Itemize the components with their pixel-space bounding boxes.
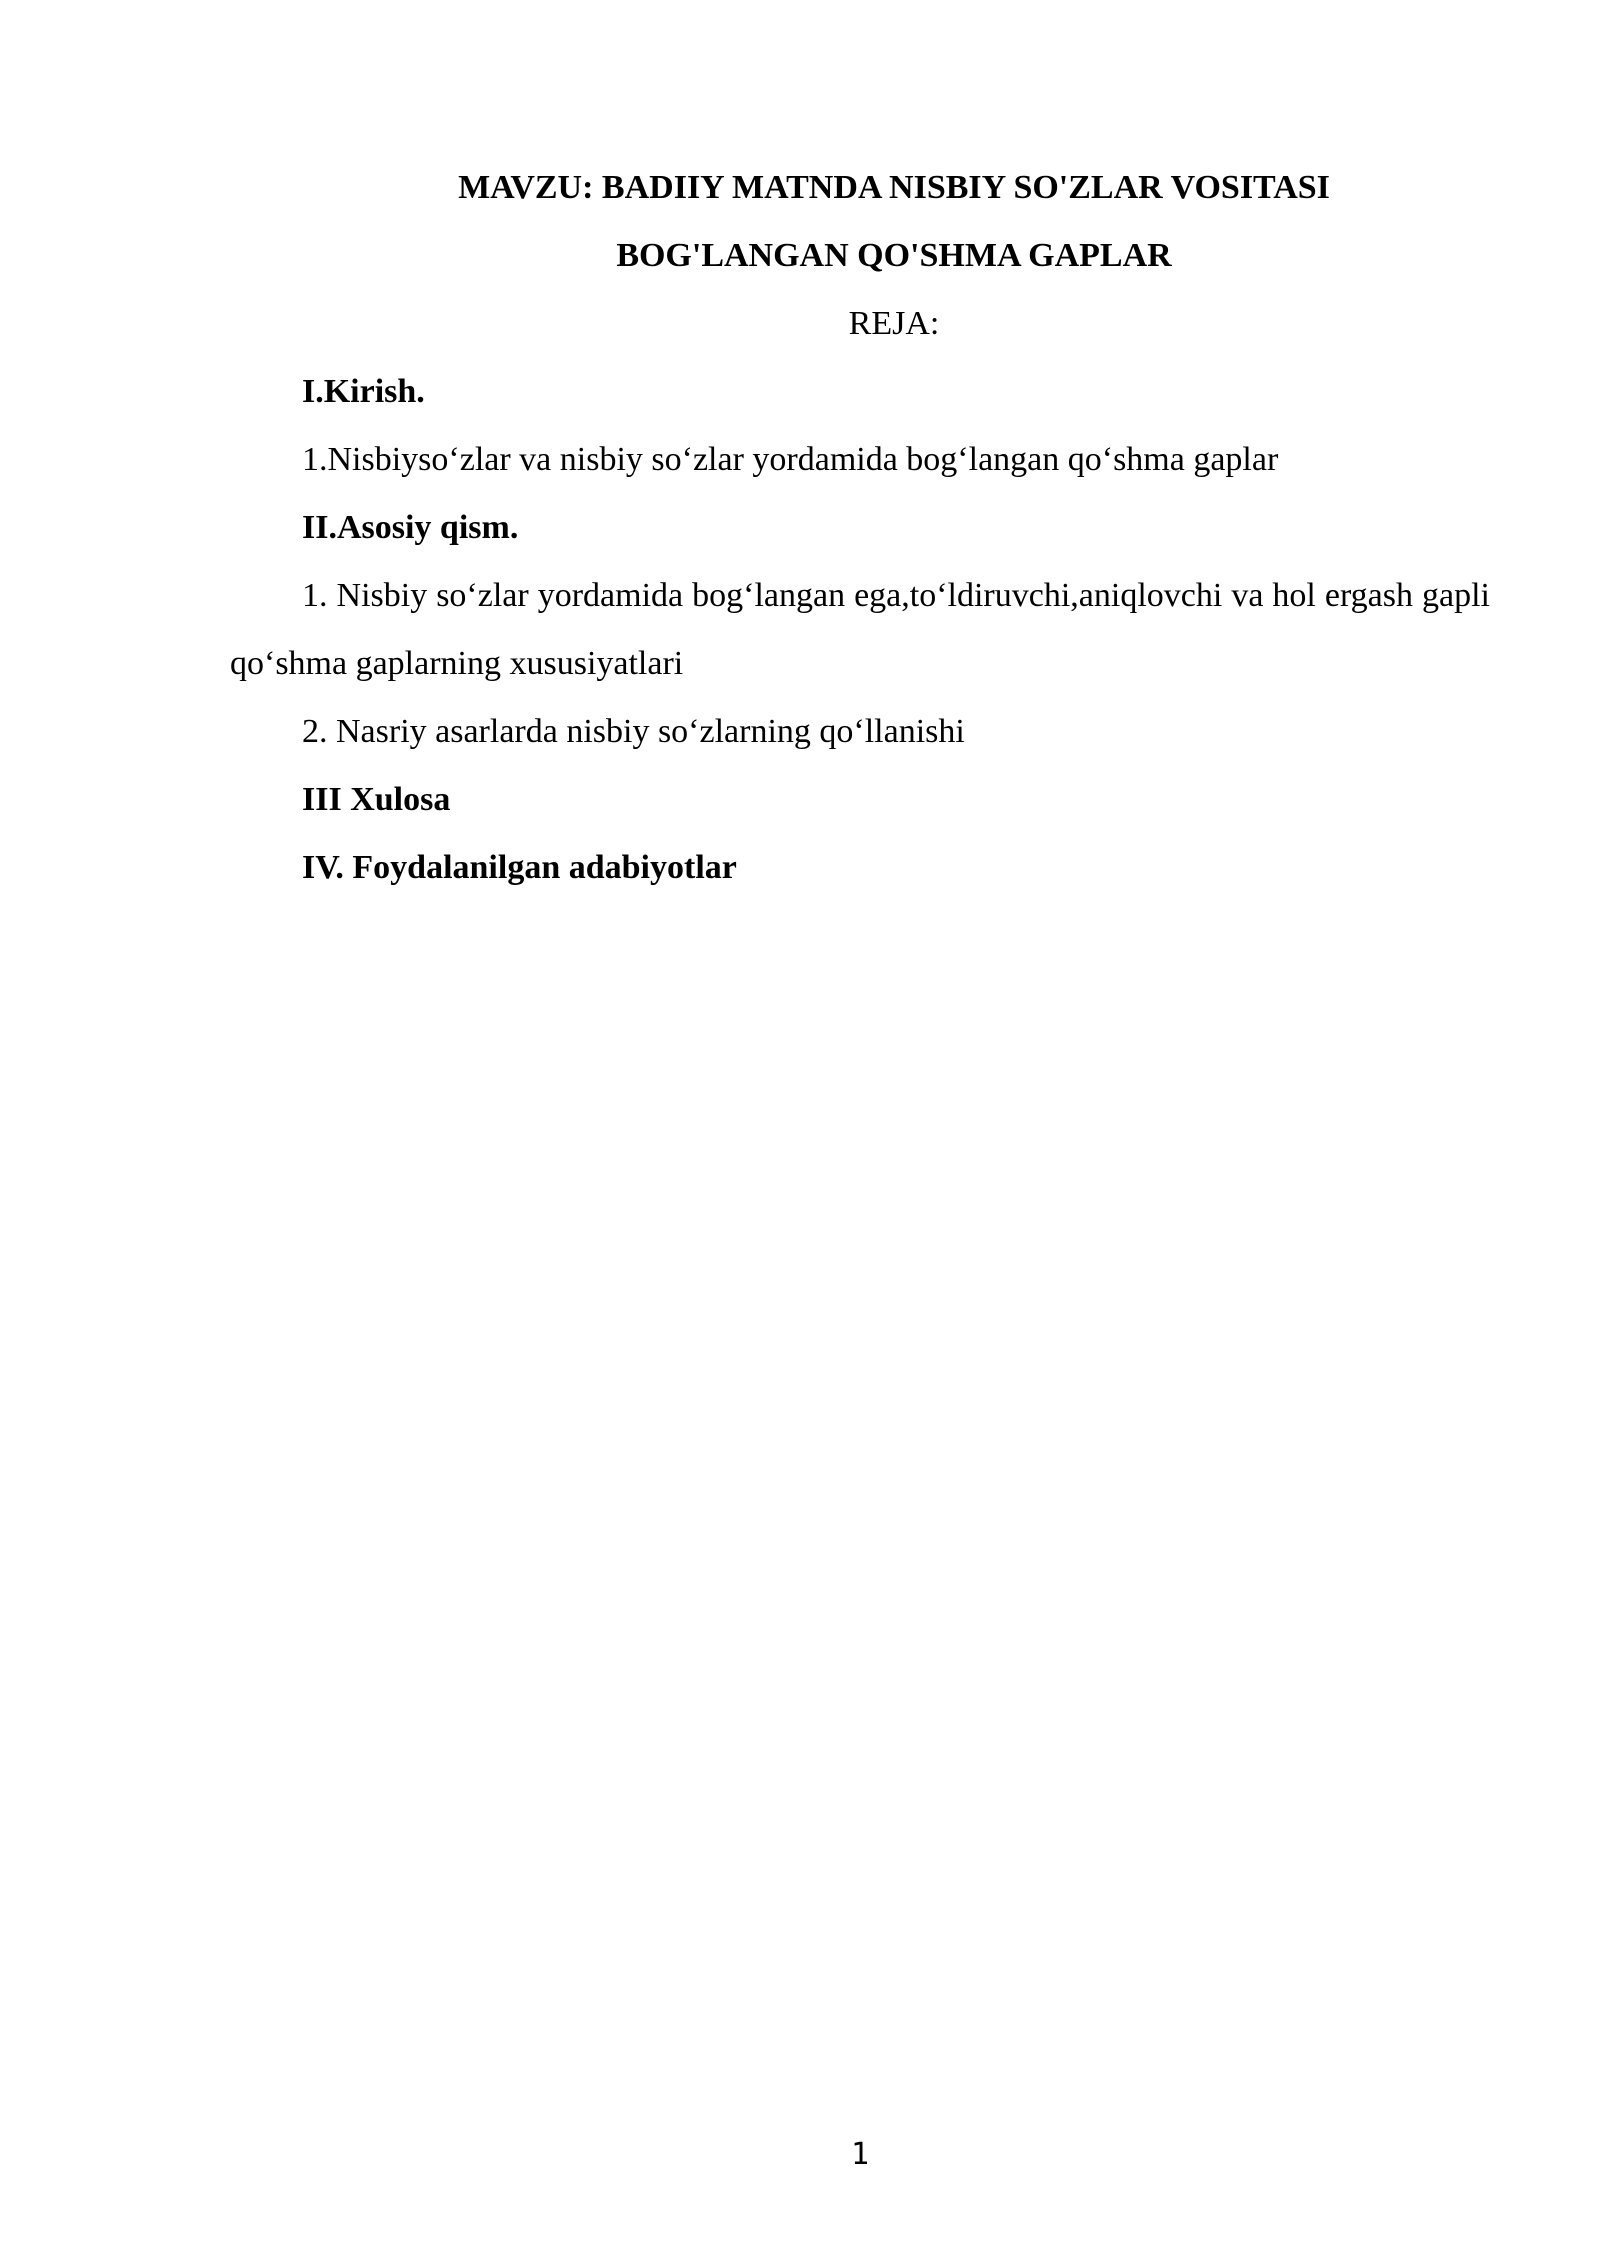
plan-heading: REJA: <box>848 305 940 342</box>
title-line-1: MAVZU: BADIIY MATNDA NISBIY SO'ZLAR VOSITASI <box>458 169 1330 206</box>
title-line-2: BOG'LANGAN QO'SHMA GAPLAR <box>616 237 1172 274</box>
plan-item-references: IV. Foydalanilgan adabiyotlar <box>302 849 737 886</box>
plan-item-main-part: II.Asosiy qism. <box>302 509 519 546</box>
plan-item-conclusion: III Xulosa <box>302 781 451 818</box>
plan-item-introduction: I.Kirish. <box>302 373 425 410</box>
plan-item-main-subitem-1: 1. Nisbiy so‘zlar yordamida bog‘langan ega,to‘ldiruvchi,aniqlovchi va hol ergash gapli qo‘shma gaplarning xususiyatlari <box>230 577 1490 682</box>
page-number: 1 <box>850 2137 870 2172</box>
plan-item-intro-subitem: 1.Nisbiyso‘zlar va nisbiy so‘zlar yordamida bog‘langan qo‘shma gaplar <box>302 441 1279 478</box>
document-body <box>230 154 1490 902</box>
plan-item-main-subitem-2: 2. Nasriy asarlarda nisbiy so‘zlarning qo‘llanishi <box>302 713 965 750</box>
